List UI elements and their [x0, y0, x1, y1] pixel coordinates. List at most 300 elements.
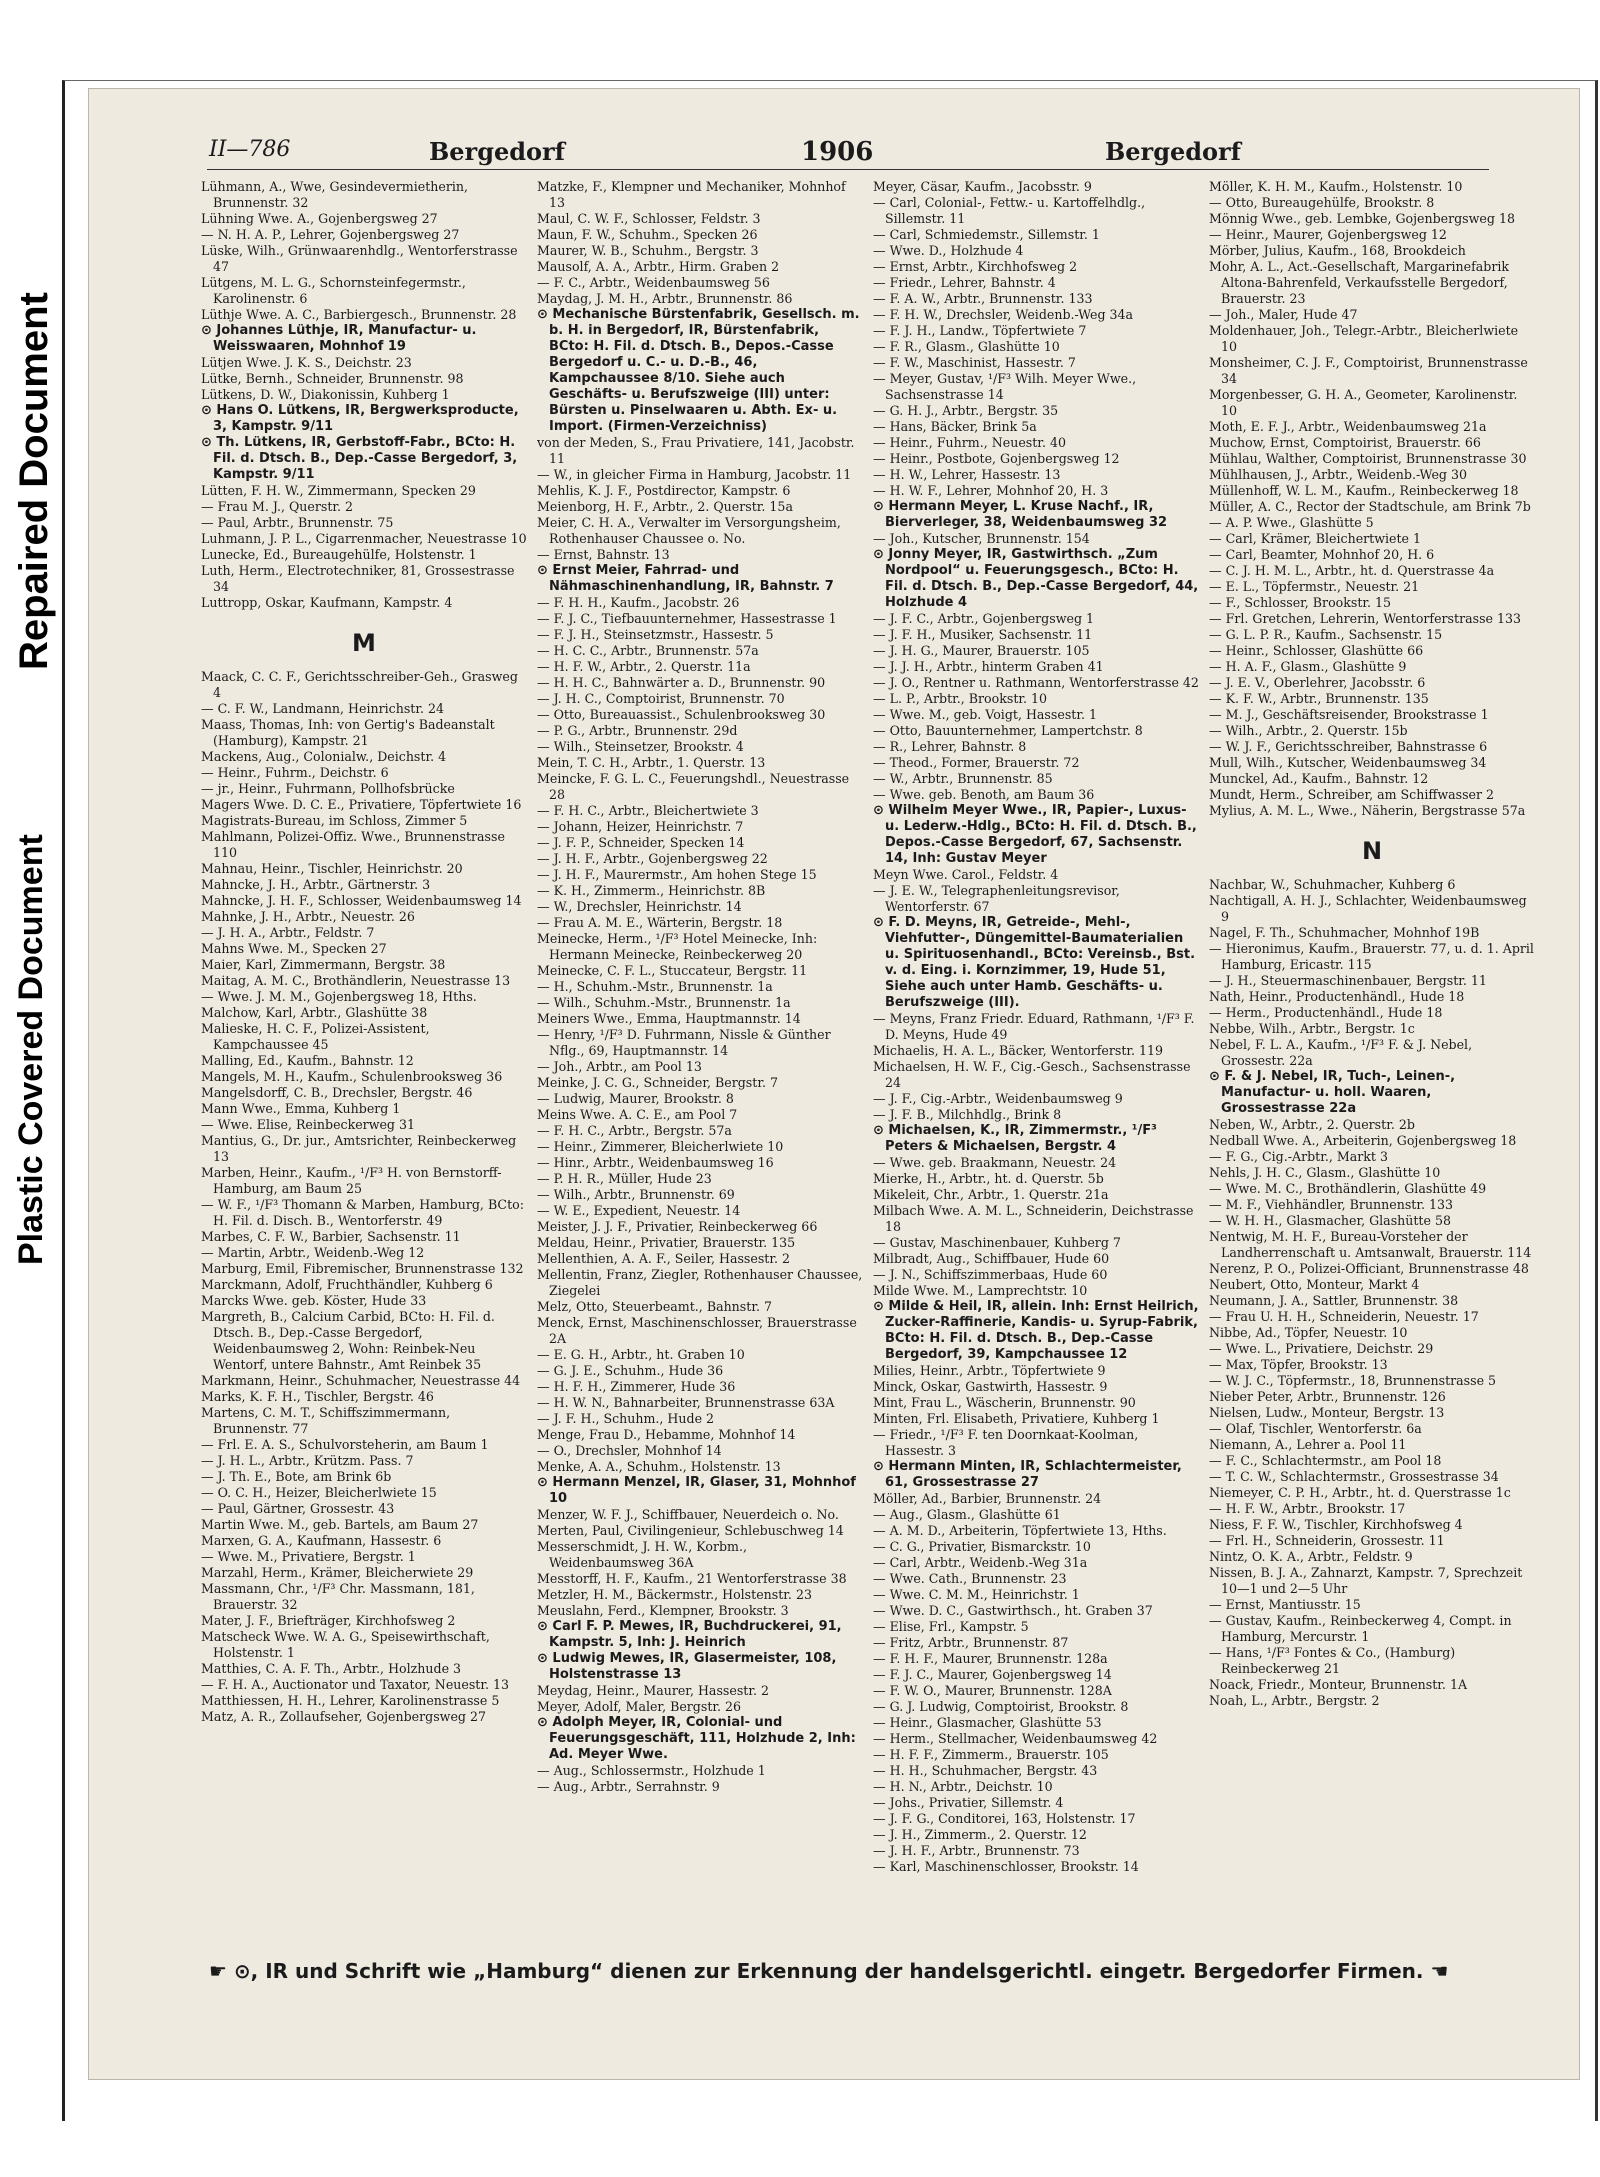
directory-entry: — Ernst, Arbtr., Kirchhofsweg 2 — [873, 259, 1078, 274]
directory-entry: — Hans, Bäcker, Brink 5a — [873, 419, 1037, 434]
directory-entry: — G. H. J., Arbtr., Bergstr. 35 — [873, 403, 1059, 418]
directory-entry: Marckmann, Adolf, Fruchthändler, Kuhberg 6 — [201, 1277, 493, 1292]
directory-entry: ⊙ Ludwig Mewes, IR, Glasermeister, 108, Holstenstrasse 13 — [537, 1651, 837, 1682]
directory-entry: — C. G., Privatier, Bismarckstr. 10 — [873, 1539, 1091, 1554]
directory-entry: Magistrats-Bureau, im Schloss, Zimmer 5 — [201, 813, 468, 828]
directory-entry: — Heinr., Fuhrm., Deichstr. 6 — [201, 765, 389, 780]
directory-entry: — Aug., Arbtr., Serrahnstr. 9 — [537, 1779, 720, 1794]
directory-entry: Malieske, H. C. F., Polizei-Assistent, Kampchaussee 45 — [201, 1021, 430, 1052]
directory-entry: Lütke, Bernh., Schneider, Brunnenstr. 98 — [201, 371, 464, 386]
directory-entry: Lühning Wwe. A., Gojenbergsweg 27 — [201, 211, 438, 226]
directory-entry: — Herm., Stellmacher, Weidenbaumsweg 42 — [873, 1731, 1158, 1746]
directory-entry: — H. C. C., Arbtr., Brunnenstr. 57a — [537, 643, 759, 658]
directory-entry: — Heinr., Fuhrm., Neuestr. 40 — [873, 435, 1066, 450]
directory-entry: Noah, L., Arbtr., Bergstr. 2 — [1209, 1693, 1380, 1708]
directory-entry: — H. N., Arbtr., Deichstr. 10 — [873, 1779, 1053, 1794]
column-1 — [201, 179, 527, 1939]
directory-entry: ⊙ Ernst Meier, Fahrrad- und Nähmaschinenhandlung, IR, Bahnstr. 7 — [537, 563, 834, 594]
directory-entry: Metzler, H. M., Bäckermstr., Holstenstr. 23 — [537, 1587, 812, 1602]
directory-entry: — Wwe. geb. Benoth, am Baum 36 — [873, 787, 1095, 802]
directory-entry: Neubert, Otto, Monteur, Markt 4 — [1209, 1277, 1420, 1292]
directory-entry: Martin Wwe. M., geb. Bartels, am Baum 27 — [201, 1517, 479, 1532]
footer-legend: ☛ ⊙, IR und Schrift wie „Hamburg“ dienen zur Erkennung der handelsgerichtl. eingetr. Bergedorfer Firmen. ☚ — [209, 1959, 1449, 1983]
entries-n — [1209, 877, 1535, 1709]
directory-entry: — Wwe. L., Privatiere, Deichstr. 29 — [1209, 1341, 1434, 1356]
directory-entry: — M. J., Geschäftsreisender, Brookstrasse 1 — [1209, 707, 1489, 722]
directory-entry: Luttropp, Oskar, Kaufmann, Kampstr. 4 — [201, 595, 453, 610]
directory-entry: — Joh., Maler, Hude 47 — [1209, 307, 1358, 322]
directory-entry: — Wwe. M. C., Brothändlerin, Glashütte 49 — [1209, 1181, 1487, 1196]
directory-entry: — C. F. W., Landmann, Heinrichstr. 24 — [201, 701, 445, 716]
directory-entry: Munckel, Ad., Kaufm., Bahnstr. 12 — [1209, 771, 1429, 786]
directory-entry: von der Meden, S., Frau Privatiere, 141, Jacobstr. 11 — [537, 435, 855, 466]
directory-entry: — Wwe. D., Holzhude 4 — [873, 243, 1024, 258]
directory-entry: — Wwe. C. M. M., Heinrichstr. 1 — [873, 1587, 1080, 1602]
directory-entry: ⊙ Hermann Menzel, IR, Glaser, 31, Mohnhof 10 — [537, 1475, 856, 1506]
directory-entry: Mierke, H., Arbtr., ht. d. Querstr. 5b — [873, 1171, 1104, 1186]
directory-entry: — Hinr., Arbtr., Weidenbaumsweg 16 — [537, 1155, 774, 1170]
directory-entry: — G. J. E., Schuhm., Hude 36 — [537, 1363, 724, 1378]
directory-entry: — Frau A. M. E., Wärterin, Bergstr. 18 — [537, 915, 783, 930]
directory-entry: Malchow, Karl, Arbtr., Glashütte 38 — [201, 1005, 428, 1020]
directory-entry: — Karl, Maschinenschlosser, Brookstr. 14 — [873, 1859, 1139, 1874]
directory-entry: — Aug., Glasm., Glashütte 61 — [873, 1507, 1061, 1522]
directory-entry: Mahncke, J. H., Arbtr., Gärtnerstr. 3 — [201, 877, 431, 892]
directory-entry: — J. N., Schiffszimmerbaas, Hude 60 — [873, 1267, 1108, 1282]
directory-entry: Lüthje Wwe. A. C., Barbiergesch., Brunnenstr. 28 — [201, 307, 517, 322]
directory-entry: Matthiessen, H. H., Lehrer, Karolinenstrasse 5 — [201, 1693, 500, 1708]
directory-entry: Mahnke, J. H., Arbtr., Neuestr. 26 — [201, 909, 415, 924]
directory-entry: — Johann, Heizer, Heinrichstr. 7 — [537, 819, 744, 834]
directory-entry: Menzer, W. F. J., Schiffbauer, Neuerdeich o. No. — [537, 1507, 839, 1522]
directory-entry: — H. H., Schuhmacher, Bergstr. 43 — [873, 1763, 1098, 1778]
directory-entry: Morgenbesser, G. H. A., Geometer, Karolinenstr. 10 — [1209, 387, 1518, 418]
entries-m-4 — [1209, 179, 1535, 819]
directory-entry: Mangels, M. H., Kaufm., Schulenbrooksweg 36 — [201, 1069, 503, 1084]
directory-entry: — Carl, Beamter, Mohnhof 20, H. 6 — [1209, 547, 1435, 562]
directory-entry: — C. J. H. M. L., Arbtr., ht. d. Querstrasse 4a — [1209, 563, 1495, 578]
repaired-document-label: Repaired Document — [12, 292, 56, 670]
directory-entry: Lütkens, D. W., Diakonissin, Kuhberg 1 — [201, 387, 450, 402]
directory-entry: Moth, E. F. J., Arbtr., Weidenbaumsweg 21a — [1209, 419, 1487, 434]
directory-entry: — F. W., Maschinist, Hassestr. 7 — [873, 355, 1076, 370]
directory-entry: Moldenhauer, Joh., Telegr.-Arbtr., Bleicherlwiete 10 — [1209, 323, 1519, 354]
directory-entry: — Johs., Privatier, Sillemstr. 4 — [873, 1795, 1064, 1810]
directory-entry: Müllenhoff, W. L. M., Kaufm., Reinbeckerweg 18 — [1209, 483, 1519, 498]
directory-entry: Mehlis, K. J. F., Postdirector, Kampstr. 6 — [537, 483, 791, 498]
directory-entry: — H. F. F., Zimmerm., Brauerstr. 105 — [873, 1747, 1109, 1762]
directory-entry: — W., Drechsler, Heinrichstr. 14 — [537, 899, 742, 914]
directory-entry: Maitag, A. M. C., Brothändlerin, Neuestrasse 13 — [201, 973, 511, 988]
directory-entry: Möller, Ad., Barbier, Brunnenstr. 24 — [873, 1491, 1102, 1506]
directory-entry: — F. J. C., Maurer, Gojenbergsweg 14 — [873, 1667, 1112, 1682]
directory-entry: ⊙ Michaelsen, K., IR, Zimmermstr., ¹/F³ Peters & Michaelsen, Bergstr. 4 — [873, 1123, 1157, 1154]
directory-entry: — Aug., Schlossermstr., Holzhude 1 — [537, 1763, 766, 1778]
directory-entry: — H. F. H., Zimmerer, Hude 36 — [537, 1379, 736, 1394]
directory-entry: — Wwe. M., geb. Voigt, Hassestr. 1 — [873, 707, 1097, 722]
directory-entry: — J. H. G., Maurer, Brauerstr. 105 — [873, 643, 1090, 658]
directory-entry: Mackens, Aug., Colonialw., Deichstr. 4 — [201, 749, 447, 764]
directory-entry: Meiners Wwe., Emma, Hauptmannstr. 14 — [537, 1011, 801, 1026]
directory-entry: Meister, J. J. F., Privatier, Reinbeckerweg 66 — [537, 1219, 818, 1234]
directory-entry: Meienborg, H. F., Arbtr., 2. Querstr. 15a — [537, 499, 793, 514]
directory-entry: Magers Wwe. D. C. E., Privatiere, Töpfertwiete 16 — [201, 797, 522, 812]
directory-entry: — J. Th. E., Bote, am Brink 6b — [201, 1469, 392, 1484]
directory-entry: — Friedr., Lehrer, Bahnstr. 4 — [873, 275, 1056, 290]
column-2 — [537, 179, 863, 1939]
directory-entry: — Gustav, Maschinenbauer, Kuhberg 7 — [873, 1235, 1121, 1250]
directory-entry: — Hieronimus, Kaufm., Brauerstr. 77, u. d. 1. April Hamburg, Ericastr. 115 — [1209, 941, 1534, 972]
directory-entry: Nielsen, Ludw., Monteur, Bergstr. 13 — [1209, 1405, 1445, 1420]
directory-entry: Meincke, F. G. L. C., Feuerungshdl., Neuestrasse 28 — [537, 771, 850, 802]
directory-entry: Mantius, G., Dr. jur., Amtsrichter, Reinbeckerweg 13 — [201, 1133, 517, 1164]
directory-entry: — Heinr., Zimmerer, Bleicherlwiete 10 — [537, 1139, 784, 1154]
directory-entry: ⊙ Wilhelm Meyer Wwe., IR, Papier-, Luxus- u. Lederw.-Hdlg., BCto: H. Fil. d. Dtsch. B., Depos.-Casse Bergedorf, 67, Sachsenstr. 14, Inh: Gustav Meyer — [873, 803, 1197, 866]
directory-entry: Meinecke, C. F. L., Stuccateur, Bergstr. 11 — [537, 963, 808, 978]
directory-entry: Mangelsdorff, C. B., Drechsler, Bergstr. 46 — [201, 1085, 473, 1100]
entries-m-2 — [537, 179, 863, 1795]
directory-entry: Mausolf, A. A., Arbtr., Hirm. Graben 2 — [537, 259, 780, 274]
directory-entry: — Frl. E. A. S., Schulvorsteherin, am Baum 1 — [201, 1437, 489, 1452]
directory-entry: Meuslahn, Ferd., Klempner, Brookstr. 3 — [537, 1603, 789, 1618]
directory-entry: — H. W., Lehrer, Hassestr. 13 — [873, 467, 1061, 482]
directory-entry: — E. G. H., Arbtr., ht. Graben 10 — [537, 1347, 745, 1362]
directory-entry: Minten, Frl. Elisabeth, Privatiere, Kuhberg 1 — [873, 1411, 1160, 1426]
directory-entry: — J. H. F., Maurermstr., Am hohen Stege 15 — [537, 867, 817, 882]
directory-entry: — Joh., Arbtr., am Pool 13 — [537, 1059, 702, 1074]
directory-entry: — J. H. F., Arbtr., Brunnenstr. 73 — [873, 1843, 1080, 1858]
directory-entry: — J. H., Zimmerm., 2. Querstr. 12 — [873, 1827, 1087, 1842]
directory-entry: Menke, A. A., Schuhm., Holstenstr. 13 — [537, 1459, 781, 1474]
directory-entry: Marxen, G. A., Kaufmann, Hassestr. 6 — [201, 1533, 442, 1548]
directory-entry: — W. E., Expedient, Neuestr. 14 — [537, 1203, 741, 1218]
directory-entry: — F. H. H., Kaufm., Jacobstr. 26 — [537, 595, 740, 610]
directory-entry: — Martin, Arbtr., Weidenb.-Weg 12 — [201, 1245, 425, 1260]
directory-entry: Markmann, Heinr., Schuhmacher, Neuestrasse 44 — [201, 1373, 521, 1388]
directory-entry: Meydag, Heinr., Maurer, Hassestr. 2 — [537, 1683, 769, 1698]
directory-entry: Marzahl, Herm., Krämer, Bleicherwiete 29 — [201, 1565, 474, 1580]
directory-entry: Michaelsen, H. W. F., Cig.-Gesch., Sachsenstrasse 24 — [873, 1059, 1191, 1090]
directory-entry: — F. A. W., Arbtr., Brunnenstr. 133 — [873, 291, 1093, 306]
directory-entry: — A. M. D., Arbeiterin, Töpfertwiete 13, Hths. — [873, 1523, 1167, 1538]
directory-entry: Muchow, Ernst, Comptoirist, Brauerstr. 66 — [1209, 435, 1481, 450]
directory-entry: — F. W. O., Maurer, Brunnenstr. 128A — [873, 1683, 1112, 1698]
directory-entry: — J. F. G., Conditorei, 163, Holstenstr. 17 — [873, 1811, 1136, 1826]
directory-entry: — Otto, Bauunternehmer, Lampertchstr. 8 — [873, 723, 1143, 738]
directory-entry: Malling, Ed., Kaufm., Bahnstr. 12 — [201, 1053, 414, 1068]
directory-entry: Nentwig, M. H. F., Bureau-Vorsteher der Landherrenschaft u. Amtsanwalt, Brauerstr. 114 — [1209, 1229, 1532, 1260]
directory-entry: Meldau, Heinr., Privatier, Brauerstr. 135 — [537, 1235, 796, 1250]
directory-entry: Niemeyer, C. P. H., Arbtr., ht. d. Querstrasse 1c — [1209, 1485, 1511, 1500]
directory-entry: — Olaf, Tischler, Wentorferstr. 6a — [1209, 1421, 1422, 1436]
directory-entry: — Heinr., Maurer, Gojenbergsweg 12 — [1209, 227, 1447, 242]
directory-entry: — T. C. W., Schlachtermstr., Grossestrasse 34 — [1209, 1469, 1499, 1484]
directory-entry: Maack, C. C. F., Gerichtsschreiber-Geh., Grasweg 4 — [201, 669, 518, 700]
directory-entry: ⊙ Th. Lütkens, IR, Gerbstoff-Fabr., BCto: H. Fil. d. Dtsch. B., Dep.-Casse Bergedorf, 3, Kampstr. 9/11 — [201, 435, 518, 482]
directory-entry: Niemann, A., Lehrer a. Pool 11 — [1209, 1437, 1407, 1452]
directory-entry: Lühmann, A., Wwe, Gesindevermietherin, Brunnenstr. 32 — [201, 179, 468, 210]
running-head-left: Bergedorf — [429, 137, 566, 166]
directory-entry: — Theod., Former, Brauerstr. 72 — [873, 755, 1080, 770]
directory-entry: — Carl, Arbtr., Weidenb.-Weg 31a — [873, 1555, 1088, 1570]
directory-entry: Milbradt, Aug., Schiffbauer, Hude 60 — [873, 1251, 1110, 1266]
directory-entry: ⊙ Hermann Minten, IR, Schlachtermeister, 61, Grossestrasse 27 — [873, 1459, 1182, 1490]
directory-entry: — Gustav, Kaufm., Reinbeckerweg 4, Compt. in Hamburg, Mercurstr. 1 — [1209, 1613, 1512, 1644]
directory-entry: Mahns Wwe. M., Specken 27 — [201, 941, 387, 956]
directory-entry: Marben, Heinr., Kaufm., ¹/F³ H. von Bernstorff-Hamburg, am Baum 25 — [201, 1165, 502, 1196]
directory-entry: Nibbe, Ad., Töpfer, Neuestr. 10 — [1209, 1325, 1408, 1340]
directory-entry: — Wwe. Elise, Reinbeckerweg 31 — [201, 1117, 416, 1132]
directory-entry: Maun, F. W., Schuhm., Specken 26 — [537, 227, 758, 242]
directory-entry: Massmann, Chr., ¹/F³ Chr. Massmann, 181, Brauerstr. 32 — [201, 1581, 475, 1612]
directory-entry: Matz, A. R., Zollaufseher, Gojenbergsweg 27 — [201, 1709, 486, 1724]
directory-entry: ⊙ F. D. Meyns, IR, Getreide-, Mehl-, Viehfutter-, Düngemittel-Baumaterialien u. Spirituosenhandl., BCto: Vereinsb., Bst. v. d. Eing. i. Kornzimmer, 19, Hude 51, Siehe auch unter Hamb. Geschäfts- u. Berufszweige (III). — [873, 915, 1196, 1010]
directory-entry: Mönnig Wwe., geb. Lembke, Gojenbergsweg 18 — [1209, 211, 1515, 226]
directory-entry: Mahncke, J. H. F., Schlosser, Weidenbaumsweg 14 — [201, 893, 522, 908]
directory-entry: — W. J. F., Gerichtsschreiber, Bahnstrasse 6 — [1209, 739, 1488, 754]
directory-entry: Mahlmann, Polizei-Offiz. Wwe., Brunnenstrasse 110 — [201, 829, 505, 860]
directory-entry: — E. L., Töpfermstr., Neuestr. 21 — [1209, 579, 1420, 594]
directory-entry: — Frau M. J., Querstr. 2 — [201, 499, 354, 514]
entries-m-3 — [873, 179, 1199, 1875]
directory-entry: — J. O., Rentner u. Rathmann, Wentorferstrasse 42 — [873, 675, 1199, 690]
directory-entry: Mörber, Julius, Kaufm., 168, Brookdeich — [1209, 243, 1466, 258]
column-4 — [1209, 179, 1535, 1939]
side-labels — [0, 150, 60, 1265]
directory-entry: — J. H., Steuermaschinenbauer, Bergstr. 11 — [1209, 973, 1487, 988]
directory-entry: — Frau U. H. H., Schneiderin, Neuestr. 17 — [1209, 1309, 1479, 1324]
directory-entry: — P. H. R., Müller, Hude 23 — [537, 1171, 712, 1186]
directory-entry: — Otto, Bureauassist., Schulenbrooksweg 30 — [537, 707, 826, 722]
directory-entry: Matzke, F., Klempner und Mechaniker, Mohnhof 13 — [537, 179, 846, 210]
directory-entry: — W. J. C., Töpfermstr., 18, Brunnenstrasse 5 — [1209, 1373, 1497, 1388]
directory-entry: — J. F. P., Schneider, Specken 14 — [537, 835, 745, 850]
directory-entry: — Heinr., Glasmacher, Glashütte 53 — [873, 1715, 1102, 1730]
directory-entry: — F. C., Schlachtermstr., am Pool 18 — [1209, 1453, 1442, 1468]
directory-entry: Nissen, B. J. A., Zahnarzt, Kampstr. 7, Sprechzeit 10—1 und 2—5 Uhr — [1209, 1565, 1523, 1596]
directory-entry: Meyn Wwe. Carol., Feldstr. 4 — [873, 867, 1059, 882]
directory-entry: — L. P., Arbtr., Brookstr. 10 — [873, 691, 1048, 706]
directory-entry: Matscheck Wwe. W. A. G., Speisewirthschaft, Holstenstr. 1 — [201, 1629, 490, 1660]
directory-entry: Meinecke, Herm., ¹/F³ Hotel Meinecke, Inh: Hermann Meinecke, Reinbeckerweg 20 — [537, 931, 818, 962]
directory-entry: — F. J. C., Tiefbauunternehmer, Hassestrasse 1 — [537, 611, 837, 626]
directory-entry: — Henry, ¹/F³ D. Fuhrmann, Nissle & Günther Nflg., 69, Hauptmannstr. 14 — [537, 1027, 831, 1058]
directory-entry: Mellentin, Franz, Ziegler, Rothenhauser Chaussee, Ziegelei — [537, 1267, 863, 1298]
directory-entry: — Elise, Frl., Kampstr. 5 — [873, 1619, 1029, 1634]
directory-entry: — J. H. C., Comptoirist, Brunnenstr. 70 — [537, 691, 785, 706]
directory-entry: — R., Lehrer, Bahnstr. 8 — [873, 739, 1027, 754]
directory-entry: — Frl. Gretchen, Lehrerin, Wentorferstrasse 133 — [1209, 611, 1522, 626]
directory-entry: Martens, C. M. T., Schiffszimmermann, Brunnenstr. 77 — [201, 1405, 451, 1436]
directory-entry: Nerenz, P. O., Polizei-Officiant, Brunnenstrasse 48 — [1209, 1261, 1529, 1276]
directory-entry: — Wilh., Schuhm.-Mstr., Brunnenstr. 1a — [537, 995, 791, 1010]
directory-entry: Lunecke, Ed., Bureaugehülfe, Holstenstr. 1 — [201, 547, 477, 562]
directory-entry: — Wwe. M., Privatiere, Bergstr. 1 — [201, 1549, 416, 1564]
directory-entry: — N. H. A. P., Lehrer, Gojenbergsweg 27 — [201, 227, 460, 242]
directory-entry: — M. F., Viehhändler, Brunnenstr. 133 — [1209, 1197, 1454, 1212]
directory-entry: Lütgens, M. L. G., Schornsteinfegermstr., Karolinenstr. 6 — [201, 275, 466, 306]
directory-entry: Milbach Wwe. A. M. L., Schneiderin, Deichstrasse 18 — [873, 1203, 1194, 1234]
running-head-year: 1906 — [801, 137, 874, 167]
directory-entry: ⊙ Jonny Meyer, IR, Gastwirthsch. „Zum Nordpool“ u. Feuerungsgesch., BCto: H. Fil. d. Dtsch. B., Dep.-Casse Bergedorf, 44, Holzhude 4 — [873, 547, 1199, 610]
directory-entry: Meinke, J. C. G., Schneider, Bergstr. 7 — [537, 1075, 778, 1090]
running-head-right: Bergedorf — [1105, 137, 1242, 166]
directory-entry: Nagel, F. Th., Schuhmacher, Mohnhof 19B — [1209, 925, 1480, 940]
directory-entry: Milde Wwe. M., Lamprechtstr. 10 — [873, 1283, 1088, 1298]
directory-entry: — J. E. V., Oberlehrer, Jacobsstr. 6 — [1209, 675, 1426, 690]
directory-entry: — Otto, Bureaugehülfe, Brookstr. 8 — [1209, 195, 1435, 210]
directory-entry: Marcks Wwe. geb. Köster, Hude 33 — [201, 1293, 427, 1308]
page-number: II—786 — [209, 137, 291, 162]
directory-entry: Möller, K. H. M., Kaufm., Holstenstr. 10 — [1209, 179, 1463, 194]
directory-entry: — Heinr., Postbote, Gojenbergsweg 12 — [873, 451, 1120, 466]
directory-entry: Monsheimer, C. J. F., Comptoirist, Brunnenstrasse 34 — [1209, 355, 1528, 386]
directory-entry: Melz, Otto, Steuerbeamt., Bahnstr. 7 — [537, 1299, 772, 1314]
directory-entry: — F. R., Glasm., Glashütte 10 — [873, 339, 1060, 354]
directory-entry: — Meyer, Gustav, ¹/F³ Wilh. Meyer Wwe., Sachsenstrasse 14 — [873, 371, 1137, 402]
directory-entry: — F. H. C., Arbtr., Bergstr. 57a — [537, 1123, 732, 1138]
directory-entry: ⊙ F. & J. Nebel, IR, Tuch-, Leinen-, Manufactur- u. holl. Waaren, Grossestrasse 22a — [1209, 1069, 1456, 1116]
directory-entry: Milies, Heinr., Arbtr., Töpfertwiete 9 — [873, 1363, 1106, 1378]
directory-entry: — J. H. L., Arbtr., Krützm. Pass. 7 — [201, 1453, 414, 1468]
directory-entry: ⊙ Hermann Meyer, L. Kruse Nachf., IR, Bierverleger, 38, Weidenbaumsweg 32 — [873, 499, 1168, 530]
directory-entry: — Wilh., Steinsetzer, Brookstr. 4 — [537, 739, 744, 754]
directory-entry: — O. C. H., Heizer, Bleicherlwiete 15 — [201, 1485, 437, 1500]
directory-entry: Nieber Peter, Arbtr., Brunnenstr. 126 — [1209, 1389, 1446, 1404]
directory-entry: Nebbe, Wilh., Arbtr., Bergstr. 1c — [1209, 1021, 1415, 1036]
directory-entry: Neumann, J. A., Sattler, Brunnenstr. 38 — [1209, 1293, 1459, 1308]
directory-entry: Minck, Oskar, Gastwirth, Hassestr. 9 — [873, 1379, 1108, 1394]
directory-entry: — J. H. F., Arbtr., Gojenbergsweg 22 — [537, 851, 768, 866]
directory-entry: Mühlhausen, J., Arbtr., Weidenb.-Weg 30 — [1209, 467, 1467, 482]
directory-entry: — Paul, Arbtr., Brunnenstr. 75 — [201, 515, 394, 530]
directory-entry: Mellenthien, A. A. F., Seiler, Hassestr. 2 — [537, 1251, 791, 1266]
directory-entry: — J. J. H., Arbtr., hinterm Graben 41 — [873, 659, 1104, 674]
directory-entry: Marburg, Emil, Fibremischer, Brunnenstrasse 132 — [201, 1261, 524, 1276]
directory-entry: Mikeleit, Chr., Arbtr., 1. Querstr. 21a — [873, 1187, 1109, 1202]
entries-l — [201, 179, 527, 611]
directory-entry: — F. H. A., Auctionator und Taxator, Neuestr. 13 — [201, 1677, 510, 1692]
directory-entry: Mull, Wilh., Kutscher, Weidenbaumsweg 34 — [1209, 755, 1487, 770]
directory-entry: ⊙ Mechanische Bürstenfabrik, Gesellsch. m. b. H. in Bergedorf, IR, Bürstenfabrik, BCto: H. Fil. d. Dtsch. B., Depos.-Casse Bergedorf u. C.- u. D.-B., 46, Kampchaussee 8/10. Siehe auch Geschäfts- u. Berufszweige (III) unter: Bürsten u. Pinselwaaren u. Abth. Ex- u. Import. (Firmen-Verzeichniss) — [537, 307, 860, 434]
directory-entry: — Friedr., ¹/F³ F. ten Doornkaat-Koolman, Hassestr. 3 — [873, 1427, 1139, 1458]
directory-entry: — Carl, Colonial-, Fettw.- u. Kartoffelhdlg., Sillemstr. 11 — [873, 195, 1146, 226]
directory-entry: Niess, F. F. W., Tischler, Kirchhofsweg 4 — [1209, 1517, 1463, 1532]
directory-entry: — Ernst, Mantiusstr. 15 — [1209, 1597, 1361, 1612]
directory-entry: Mann Wwe., Emma, Kuhberg 1 — [201, 1101, 401, 1116]
directory-entry: Mylius, A. M. L., Wwe., Näherin, Bergstrasse 57a — [1209, 803, 1526, 818]
directory-entry: — O., Drechsler, Mohnhof 14 — [537, 1443, 722, 1458]
directory-entry: Luhmann, J. P. L., Cigarrenmacher, Neuestrasse 10 — [201, 531, 527, 546]
directory-entry: — Joh., Kutscher, Brunnenstr. 154 — [873, 531, 1090, 546]
directory-entry: Müller, A. C., Rector der Stadtschule, am Brink 7b — [1209, 499, 1531, 514]
directory-entry: — F., Schlosser, Brookstr. 15 — [1209, 595, 1392, 610]
directory-entry: — J. F. H., Musiker, Sachsenstr. 11 — [873, 627, 1093, 642]
directory-entry: — W. F., ¹/F³ Thomann & Marben, Hamburg, BCto: H. Fil. d. Disch. B., Wentorferstr. 49 — [201, 1197, 524, 1228]
directory-entry: Maurer, W. B., Schuhm., Bergstr. 3 — [537, 243, 759, 258]
directory-entry: — Paul, Gärtner, Grossestr. 43 — [201, 1501, 395, 1516]
section-letter-m: M — [352, 629, 376, 657]
directory-entry: Menck, Ernst, Maschinenschlosser, Brauerstrasse 2A — [537, 1315, 857, 1346]
directory-entry: — Hans, ¹/F³ Fontes & Co., (Hamburg) Reinbeckerweg 21 — [1209, 1645, 1456, 1676]
directory-entry: Mühlau, Walther, Comptoirist, Brunnenstrasse 30 — [1209, 451, 1527, 466]
entries-m-1 — [201, 669, 527, 1725]
directory-entry: Maydag, J. M. H., Arbtr., Brunnenstr. 86 — [537, 291, 793, 306]
directory-entry: Neben, W., Arbtr., 2. Querstr. 2b — [1209, 1117, 1415, 1132]
directory-entry: Maass, Thomas, Inh: von Gertig's Badeanstalt (Hamburg), Kampstr. 21 — [201, 717, 495, 748]
directory-entry: Nachtigall, A. H. J., Schlachter, Weidenbaumsweg 9 — [1209, 893, 1527, 924]
directory-entry: Merten, Paul, Civilingenieur, Schlebuschweg 14 — [537, 1523, 844, 1538]
directory-entry: — P. G., Arbtr., Brunnenstr. 29d — [537, 723, 738, 738]
directory-entry: — G. J. Ludwig, Comptoirist, Brookstr. 8 — [873, 1699, 1129, 1714]
directory-entry: Margreth, B., Calcium Carbid, BCto: H. Fil. d. Dtsch. B., Dep.-Casse Bergedorf, Weidenbaumsweg 2, Wohn: Reinbek-Neu Wentorf, untere Bahnstr., Amt Reinbek 35 — [201, 1309, 495, 1372]
directory-entry: Nintz, O. K. A., Arbtr., Feldstr. 9 — [1209, 1549, 1413, 1564]
directory-entry: Mint, Frau L., Wäscherin, Brunnenstr. 90 — [873, 1395, 1136, 1410]
directory-entry: — Frl. H., Schneiderin, Grossestr. 11 — [1209, 1533, 1445, 1548]
directory-entry: — F. J. H., Steinsetzmstr., Hassestr. 5 — [537, 627, 774, 642]
directory-entry: — H. W. F., Lehrer, Mohnhof 20, H. 3 — [873, 483, 1109, 498]
directory-entry: — Herm., Productenhändl., Hude 18 — [1209, 1005, 1443, 1020]
directory-entry: Mein, T. C. H., Arbtr., 1. Querstr. 13 — [537, 755, 766, 770]
directory-entry: — Wwe. geb. Braakmann, Neuestr. 24 — [873, 1155, 1117, 1170]
directory-entry: Lüske, Wilh., Grünwaarenhdlg., Wentorferstrasse 47 — [201, 243, 518, 274]
directory-entry: — Heinr., Schlosser, Glashütte 66 — [1209, 643, 1424, 658]
directory-entry: Messerschmidt, J. H. W., Korbm., Weidenbaumsweg 36A — [537, 1539, 747, 1570]
directory-entry: — F. J. H., Landw., Töpfertwiete 7 — [873, 323, 1087, 338]
directory-entry: — J. F., Cig.-Arbtr., Weidenbaumsweg 9 — [873, 1091, 1123, 1106]
directory-entry: — Wwe. J. M. M., Gojenbergsweg 18, Hths. — [201, 989, 477, 1004]
directory-entry: Nebel, F. L. A., Kaufm., ¹/F³ F. & J. Nebel, Grossestr. 22a — [1209, 1037, 1473, 1068]
header-rule — [207, 169, 1489, 170]
directory-entry: — H., Schuhm.-Mstr., Brunnenstr. 1a — [537, 979, 773, 994]
directory-entry: Matthies, C. A. F. Th., Arbtr., Holzhude 3 — [201, 1661, 462, 1676]
directory-entry: Nehls, J. H. C., Glasm., Glashütte 10 — [1209, 1165, 1441, 1180]
directory-entry: Marks, K. F. H., Tischler, Bergstr. 46 — [201, 1389, 434, 1404]
directory-entry: ⊙ Adolph Meyer, IR, Colonial- und Feuerungsgeschäft, 111, Holzhude 2, Inh: Ad. Meyer Wwe. — [537, 1715, 856, 1762]
directory-page — [88, 88, 1580, 2080]
directory-entry: — Ludwig, Maurer, Brookstr. 8 — [537, 1091, 734, 1106]
directory-entry: Meier, C. H. A., Verwalter im Versorgungsheim, Rothenhauser Chaussee o. No. — [537, 515, 841, 546]
directory-entry: — J. F. B., Milchhdlg., Brink 8 — [873, 1107, 1062, 1122]
directory-entry: — H. W. N., Bahnarbeiter, Brunnenstrasse 63A — [537, 1395, 835, 1410]
directory-entry: — G. L. P. R., Kaufm., Sachsenstr. 15 — [1209, 627, 1443, 642]
directory-entry: — F. H. C., Arbtr., Bleichertwiete 3 — [537, 803, 759, 818]
section-letter-n: N — [1361, 837, 1383, 865]
directory-entry: Lütten, F. H. W., Zimmermann, Specken 29 — [201, 483, 476, 498]
directory-entry: — H. H. C., Bahnwärter a. D., Brunnenstr. 90 — [537, 675, 826, 690]
directory-entry: — F. H. W., Drechsler, Weidenb.-Weg 34a — [873, 307, 1134, 322]
directory-entry: — H. A. F., Glasm., Glashütte 9 — [1209, 659, 1407, 674]
directory-entry: Maier, Karl, Zimmermann, Bergstr. 38 — [201, 957, 446, 972]
directory-entry: Mater, J. F., Briefträger, Kirchhofsweg 2 — [201, 1613, 456, 1628]
directory-entry: — Wilh., Arbtr., Brunnenstr. 69 — [537, 1187, 735, 1202]
directory-entry: — W. H. H., Glasmacher, Glashütte 58 — [1209, 1213, 1451, 1228]
directory-entry: ⊙ Milde & Heil, IR, allein. Inh: Ernst Heilrich, Zucker-Raffinerie, Kandis- u. Syrup-Fabrik, BCto: H. Fil. d. Dtsch. B., Dep.-Casse Bergedorf, 39, Kampchaussee 12 — [873, 1299, 1199, 1362]
directory-entry: Noack, Friedr., Monteur, Brunnenstr. 1A — [1209, 1677, 1468, 1692]
directory-entry: — Ernst, Bahnstr. 13 — [537, 547, 670, 562]
directory-entry: Mohr, A. L., Act.-Gesellschaft, Margarinefabrik Altona-Bahrenfeld, Verkaufsstelle Bergedorf, Brauerstr. 23 — [1209, 259, 1510, 306]
directory-entry: Mahnau, Heinr., Tischler, Heinrichstr. 20 — [201, 861, 463, 876]
directory-entry: — W., Arbtr., Brunnenstr. 85 — [873, 771, 1053, 786]
directory-entry: Meyer, Adolf, Maler, Bergstr. 26 — [537, 1699, 742, 1714]
directory-entry: Lütjen Wwe. J. K. S., Deichstr. 23 — [201, 355, 412, 370]
directory-entry: Michaelis, H. A. L., Bäcker, Wentorferstr. 119 — [873, 1043, 1164, 1058]
directory-entry: Mundt, Herm., Schreiber, am Schiffwasser 2 — [1209, 787, 1495, 802]
directory-entry: — J. E. W., Telegraphenleitungsrevisor, Wentorferstr. 67 — [873, 883, 1120, 914]
directory-entry: — Wwe. D. C., Gastwirthsch., ht. Graben 37 — [873, 1603, 1153, 1618]
directory-entry: — Meyns, Franz Friedr. Eduard, Rathmann, ¹/F³ F. D. Meyns, Hude 49 — [873, 1011, 1195, 1042]
directory-entry: — Carl, Krämer, Bleichertwiete 1 — [1209, 531, 1422, 546]
